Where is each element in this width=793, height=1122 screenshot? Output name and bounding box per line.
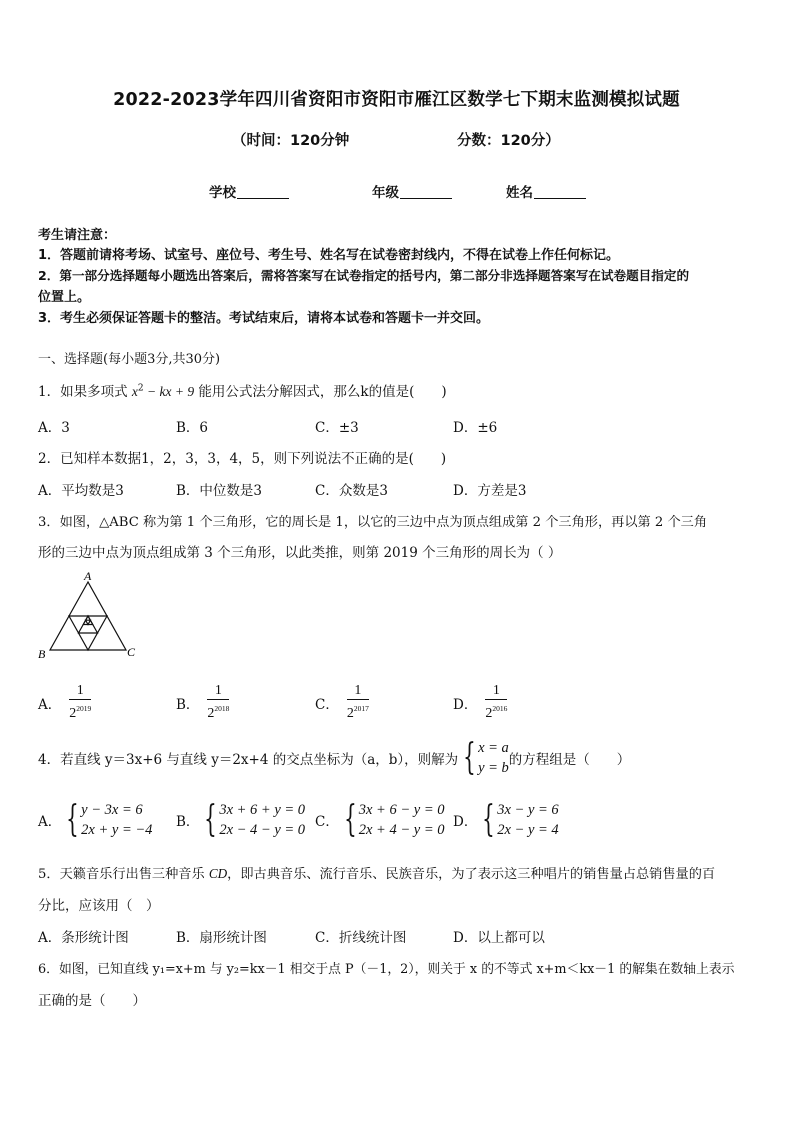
equation-system — [477, 800, 558, 840]
system-row: x = a — [478, 740, 509, 756]
grade-blank — [400, 184, 452, 199]
q3-option-c — [315, 683, 369, 722]
notice-item-2-cont: 位置上。 — [38, 290, 91, 305]
q5-cd: CD — [208, 866, 228, 881]
fraction-exponent: 2017 — [353, 704, 369, 713]
fraction-denominator — [69, 700, 91, 722]
q4-option-b — [176, 800, 305, 840]
grade-field — [372, 181, 452, 201]
nested-triangles-figure — [34, 568, 144, 664]
system-row: y = b — [478, 760, 509, 776]
question-1 — [38, 380, 447, 400]
brace: { — [463, 737, 476, 778]
notice-item-2: 2．第一部分选择题每小题选出答案后，需将答案写在试卷指定的括号内，第二部分非选择题答案写在试卷题目指定的 — [38, 268, 690, 283]
question-4 — [38, 738, 630, 778]
system-row: 3x + 6 − y = 0 — [358, 802, 445, 818]
fraction-numerator: 1 — [485, 683, 507, 700]
name-blank — [534, 184, 586, 199]
q3-option-d — [453, 683, 507, 722]
q3-option-c-letter: C． — [315, 696, 339, 713]
fraction-numerator: 1 — [69, 683, 91, 700]
system-row: 3x − y = 6 — [497, 802, 559, 818]
page-title: 2022-2023学年四川省资阳市资阳市雁江区数学七下期末监测模拟试题 — [113, 90, 680, 110]
fraction-numerator: 1 — [347, 683, 369, 700]
fraction-base: 2 — [485, 706, 493, 721]
fraction-numerator: 1 — [207, 683, 229, 700]
triangle-5 — [86, 620, 91, 624]
system-row: 2x − y = 4 — [497, 822, 559, 838]
q1-post: 能用公式法分解因式，那么k的值是( ) — [194, 384, 447, 400]
q1-expr-sup: 2 — [137, 383, 144, 394]
label-c: C — [127, 645, 136, 659]
notice-heading: 考生请注意： — [38, 228, 117, 243]
q2-option-c: C．众数是3 — [315, 483, 388, 499]
q3-option-b — [176, 683, 229, 722]
q3-option-b-letter: B． — [176, 696, 200, 713]
notice-item-1: 1．答题前请将考场、试室号、座位号、考生号、姓名写在试卷密封线内，不得在试卷上作任何标记。 — [38, 248, 620, 263]
q4-pre: 4．若直线 y＝3x+6 与直线 y＝2x+4 的交点坐标为（a，b），则解为 — [38, 752, 459, 768]
fraction — [69, 683, 91, 722]
brace: { — [204, 799, 218, 840]
score-label: 分数：120分） — [457, 133, 560, 149]
school-blank — [237, 184, 289, 199]
time-label: （时间：120分钟 — [232, 133, 350, 149]
brace: { — [343, 799, 357, 840]
question-5-line-1 — [38, 863, 715, 882]
system-row: 2x + 4 − y = 0 — [358, 822, 445, 838]
question-3-line-1: 3．如图，△ABC 称为第 1 个三角形，它的周长是 1，以它的三边中点为顶点组成第 2 个三角形，再以第 2 个三角 — [38, 515, 708, 530]
q4-option-b-letter: B． — [176, 814, 200, 830]
q5-pre: 5．天籁音乐行出售三种音乐 — [38, 867, 209, 882]
fraction-base: 2 — [69, 706, 77, 721]
school-field — [209, 181, 289, 201]
q4-option-d-letter: D． — [453, 814, 478, 830]
q1-expr-rest: − kx + 9 — [143, 384, 195, 399]
question-3-line-2: 形的三边中点为顶点组成第 3 个三角形，以此类推，则第 2019 个三角形的周长为（ ） — [38, 545, 562, 561]
section-heading: 一、选择题(每小题3分,共30分) — [38, 352, 221, 367]
question-6-line-1: 6．如图，已知直线 y₁=x+m 与 y₂=kx－1 相交于点 P（－1，2），则关于 x 的不等式 x+m＜kx－1 的解集在数轴上表示 — [38, 962, 735, 977]
equation-system — [339, 800, 445, 840]
q4-option-c-letter: C． — [315, 814, 339, 830]
q1-expr-x: x — [131, 384, 138, 399]
q5-option-b: B．扇形统计图 — [176, 930, 267, 946]
q3-option-d-letter: D． — [453, 696, 478, 713]
notice-item-3: 3．考生必须保证答题卡的整洁。考试结束后，请将本试卷和答题卡一并交回。 — [38, 311, 490, 326]
fraction — [485, 683, 507, 722]
fraction-exponent: 2016 — [492, 704, 508, 713]
system-row: 2x + y = −4 — [81, 822, 153, 838]
question-5-line-2: 分比，应该用（ ） — [38, 898, 160, 914]
grade-label: 年级 — [372, 185, 399, 201]
q5-option-d: D．以上都可以 — [453, 930, 545, 946]
fraction-base: 2 — [346, 706, 354, 721]
q3-option-a — [38, 683, 91, 722]
question-2: 2．已知样本数据1，2，3，3，4，5，则下列说法不正确的是( ) — [38, 451, 447, 467]
name-label: 姓名 — [506, 185, 533, 201]
school-label: 学校 — [209, 185, 236, 201]
label-b: B — [38, 647, 46, 661]
question-6-line-2: 正确的是（ ） — [38, 993, 146, 1009]
fraction — [347, 683, 369, 722]
equation-system — [199, 800, 305, 840]
q4-option-d — [453, 800, 559, 840]
q4-solution-system — [458, 738, 509, 778]
q5-option-c: C．折线统计图 — [315, 930, 407, 946]
q5-post: ，即古典音乐、流行音乐、民族音乐，为了表示这三种唱片的销售量占总销售量的百 — [227, 867, 716, 882]
q2-option-b: B．中位数是3 — [176, 483, 263, 499]
equation-system — [61, 800, 152, 840]
fraction-denominator — [347, 700, 369, 722]
fraction-denominator — [207, 700, 229, 722]
system-row: 3x + 6 + y = 0 — [219, 802, 306, 818]
fraction — [207, 683, 229, 722]
fraction-exponent: 2019 — [76, 704, 92, 713]
q1-option-d: D．±6 — [453, 420, 498, 436]
fraction-base: 2 — [207, 706, 215, 721]
q1-option-c: C．±3 — [315, 420, 359, 436]
q4-option-a-letter: A． — [38, 814, 62, 830]
q4-option-a — [38, 800, 152, 840]
name-field — [506, 181, 586, 201]
label-a: A — [84, 569, 92, 583]
brace: { — [66, 799, 80, 840]
system-row: y − 3x = 6 — [81, 802, 143, 818]
q4-post: 的方程组是（ ） — [508, 752, 631, 768]
q5-option-a: A．条形统计图 — [38, 930, 129, 946]
q1-option-b: B．6 — [176, 420, 209, 436]
fraction-exponent: 2018 — [214, 704, 230, 713]
brace: { — [482, 799, 496, 840]
fraction-denominator — [485, 700, 507, 722]
q1-pre: 1．如果多项式 — [38, 384, 132, 400]
q2-option-d: D．方差是3 — [453, 483, 527, 499]
system-row: 2x − 4 − y = 0 — [219, 822, 306, 838]
q3-option-a-letter: A． — [38, 696, 62, 713]
q1-option-a: A．3 — [38, 420, 70, 436]
q2-option-a: A．平均数是3 — [38, 483, 124, 499]
q4-option-c — [315, 800, 444, 840]
